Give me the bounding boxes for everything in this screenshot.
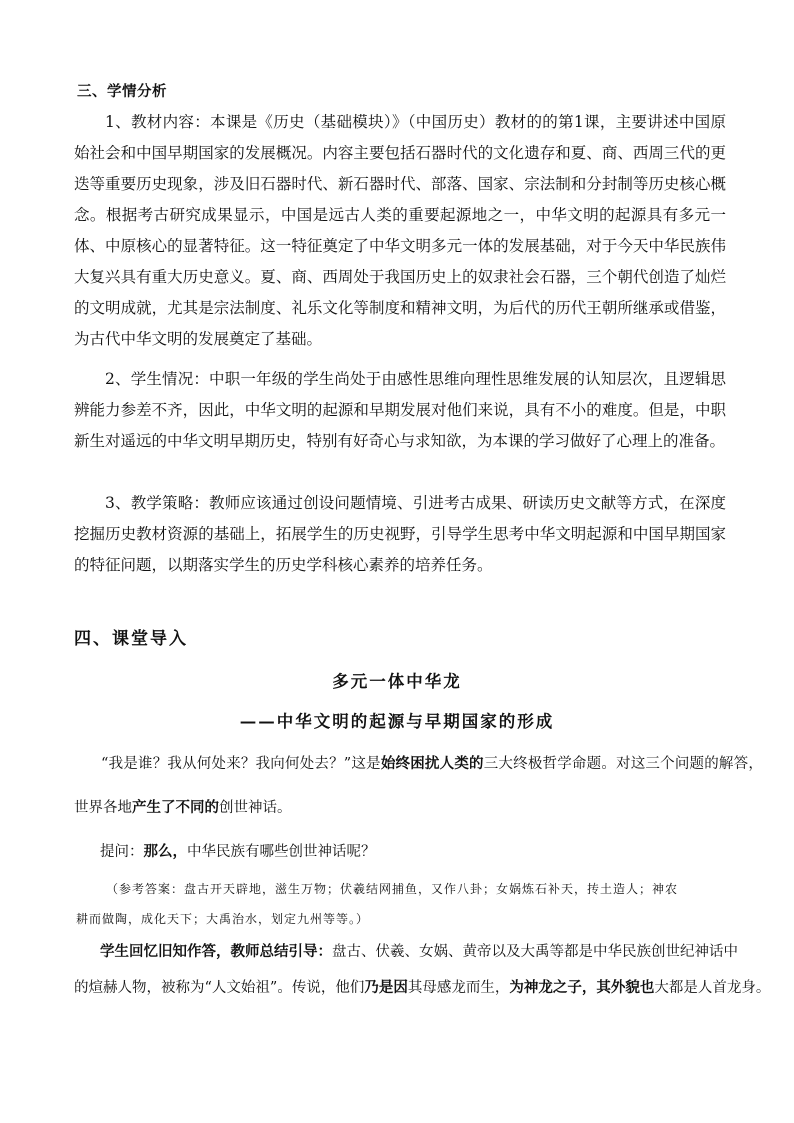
recall-line-1	[100, 940, 752, 961]
question-label: 提问：	[100, 844, 144, 860]
recall2-text-f: 大都是人首龙身。	[654, 980, 771, 996]
intro-text-a: “我是谁？我从何处来？我向何处去？”这是	[101, 756, 381, 772]
reference-answer-line-1: （参考答案：盘古开天辟地，滋生万物；伏羲结网捕鱼，又作八卦；女娲炼石补天，抟土造人；神农	[106, 882, 679, 896]
intro2-text-c: 创世神话。	[219, 800, 292, 816]
recall2-text-b: 乃是因	[364, 979, 408, 996]
section-heading-learning-analysis: 三、学情分析	[77, 84, 167, 100]
question-text-b: 那么，	[143, 843, 187, 860]
section-heading-classroom-intro: 四、课堂导入	[74, 629, 188, 649]
lesson-title: 多元一体中华龙	[332, 672, 462, 691]
recall-text-b: 盘古、伏羲、女娲、黄帝以及大禹等都是中华民族创世纪神话中	[332, 944, 738, 960]
recall2-text-c: 其母感龙而生，	[407, 980, 510, 996]
reference-answer-line-2: 耕而做陶，成化天下；大禹治水，划定九州等等。）	[76, 912, 370, 926]
intro2-text-b: 产生了不同的	[132, 799, 219, 816]
paragraph-student-situation: 2、学生情况：中职一年级的学生尚处于由感性思维向理性思维发展的认知层次，且逻辑思辨能力参差不齐，因此，中华文明的起源和早期发展对他们来说，具有不小的难度。但是，中职新生对遥远的中华文明早期历史，特别有好奇心与求知欲，为本课的学习做好了心理上的准备。	[74, 370, 726, 450]
recall2-text-d: 为神龙之子，	[509, 979, 597, 996]
recall2-text-a: 的煊赫人物，被称为“人文始祖”。传说，他们	[74, 980, 365, 996]
intro-text-c: 三大终极哲学命题。对这三个问题的解答，	[483, 756, 764, 772]
intro-line-1	[74, 752, 764, 773]
paragraph-teaching-strategy: 3、教学策略：教师应该通过创设问题情境、引进考古成果、研读历史文献等方式，在深度挖掘历史教材资源的基础上，拓展学生的历史视野，引导学生思考中华文明起源和中国早期国家的特征问题，以期落实学生的历史学科核心素养的培养任务。	[74, 494, 726, 574]
recall-label: 学生回忆旧知作答，教师总结引导：	[100, 943, 332, 960]
lesson-subtitle: ——中华文明的起源与早期国家的形成	[239, 712, 555, 731]
question-line	[100, 840, 752, 861]
recall-line-2	[74, 976, 771, 997]
question-text-c: 中华民族有哪些创世神话呢？	[187, 844, 376, 860]
recall2-text-e: 其外貌也	[596, 979, 655, 996]
intro-line-2	[74, 796, 726, 817]
intro-text-b: 始终困扰人类的	[380, 755, 484, 772]
intro2-text-a: 世界各地	[74, 800, 132, 816]
paragraph-textbook-content: 1、教材内容：本课是《历史（基础模块）》（中国历史）教材的的第1课，主要讲述中国原始社会和中国早期国家的发展概况。内容主要包括石器时代的文化遗存和夏、商、西周三代的更迭等重要历史现象，涉及旧石器时代、新石器时代、部落、国家、宗法制和分封制等历史核心概念。根据考古研究成果显示，中国是远古人类的重要起源地之一，中华文明的起源具有多元一体、中原核心的显著特征。这一特征奠定了中华文明多元一体的发展基础，对于今天中华民族伟大复兴具有重大历史意义。夏、商、西周处于我国历史上的奴隶社会石器，三个朝代创造了灿烂的文明成就，尤其是宗法制度、礼乐文化等制度和精神文明，为后代的历代王朝所继承或借鉴，为古代中华文明的发展奠定了基础。	[74, 113, 726, 348]
